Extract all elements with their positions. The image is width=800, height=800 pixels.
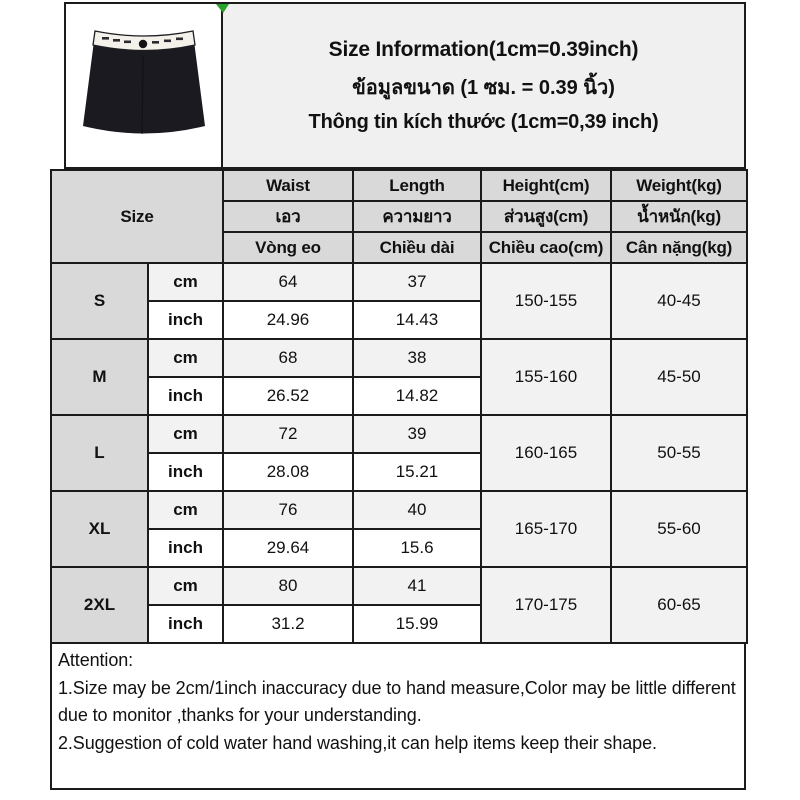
header-row-english: [51, 170, 747, 201]
waist-cm-value: 76: [223, 491, 353, 529]
title-panel: [223, 4, 744, 167]
col-header-height-en: Height(cm): [481, 170, 611, 201]
size-label-s: S: [51, 263, 148, 339]
size-label-2xl: 2XL: [51, 567, 148, 643]
weight-range: 60-65: [611, 567, 747, 643]
unit-cm: cm: [148, 491, 223, 529]
height-range: 170-175: [481, 567, 611, 643]
waist-inch-value: 28.08: [223, 453, 353, 491]
header-section: [64, 2, 746, 169]
col-header-height-vi: Chiều cao(cm): [481, 232, 611, 263]
waist-cm-value: 64: [223, 263, 353, 301]
attention-note: [50, 642, 746, 790]
title-english: Size Information(1cm=0.39inch): [328, 37, 639, 61]
table-row: [51, 415, 747, 453]
table-row: [51, 339, 747, 377]
col-header-weight-en: Weight(kg): [611, 170, 747, 201]
unit-inch: inch: [148, 529, 223, 567]
size-label-l: L: [51, 415, 148, 491]
length-inch-value: 14.43: [353, 301, 481, 339]
unit-cm: cm: [148, 567, 223, 605]
title-thai: ข้อมูลขนาด (1 ซม. = 0.39 นิ้ว): [352, 76, 615, 99]
weight-range: 40-45: [611, 263, 747, 339]
length-cm-value: 38: [353, 339, 481, 377]
length-cm-value: 40: [353, 491, 481, 529]
col-header-waist-th: เอว: [223, 201, 353, 232]
waist-cm-value: 80: [223, 567, 353, 605]
unit-cm: cm: [148, 263, 223, 301]
col-header-length-en: Length: [353, 170, 481, 201]
attention-heading: Attention:: [58, 650, 134, 670]
waist-cm-value: 72: [223, 415, 353, 453]
table-row: [51, 567, 747, 605]
col-header-length-vi: Chiều dài: [353, 232, 481, 263]
length-inch-value: 15.6: [353, 529, 481, 567]
size-table: [50, 169, 748, 644]
weight-range: 50-55: [611, 415, 747, 491]
waist-inch-value: 24.96: [223, 301, 353, 339]
skirt-body: [83, 41, 205, 134]
unit-cm: cm: [148, 415, 223, 453]
col-header-weight-vi: Cân nặng(kg): [611, 232, 747, 263]
height-range: 150-155: [481, 263, 611, 339]
waist-cm-value: 68: [223, 339, 353, 377]
length-inch-value: 14.82: [353, 377, 481, 415]
size-label-m: M: [51, 339, 148, 415]
product-image-panel: [66, 4, 223, 167]
height-range: 155-160: [481, 339, 611, 415]
attention-line-2: 2.Suggestion of cold water hand washing,it can help items keep their shape.: [58, 732, 657, 753]
title-vietnamese: Thông tin kích thước (1cm=0,39 inch): [308, 110, 659, 133]
length-cm-value: 37: [353, 263, 481, 301]
height-range: 165-170: [481, 491, 611, 567]
unit-cm: cm: [148, 339, 223, 377]
waist-inch-value: 29.64: [223, 529, 353, 567]
col-header-height-th: ส่วนสูง(cm): [481, 201, 611, 232]
length-inch-value: 15.21: [353, 453, 481, 491]
col-header-waist-en: Waist: [223, 170, 353, 201]
weight-range: 45-50: [611, 339, 747, 415]
unit-inch: inch: [148, 605, 223, 643]
waist-inch-value: 31.2: [223, 605, 353, 643]
size-label-xl: XL: [51, 491, 148, 567]
waistband-button: [138, 39, 146, 47]
col-header-weight-th: น้ำหนัก(kg): [611, 201, 747, 232]
waist-inch-value: 26.52: [223, 377, 353, 415]
table-row: [51, 263, 747, 301]
unit-inch: inch: [148, 301, 223, 339]
length-inch-value: 15.99: [353, 605, 481, 643]
skirt-seam: [142, 56, 143, 134]
attention-line-1: 1.Size may be 2cm/1inch inaccuracy due to hand measure,Color may be little different due to monitor ,thanks for your understanding.: [58, 677, 736, 725]
skirt-image: [76, 26, 212, 146]
weight-range: 55-60: [611, 491, 747, 567]
size-header-cell: Size: [51, 170, 223, 263]
length-cm-value: 39: [353, 415, 481, 453]
col-header-waist-vi: Vòng eo: [223, 232, 353, 263]
unit-inch: inch: [148, 453, 223, 491]
table-row: [51, 491, 747, 529]
height-range: 160-165: [481, 415, 611, 491]
length-cm-value: 41: [353, 567, 481, 605]
col-header-length-th: ความยาว: [353, 201, 481, 232]
unit-inch: inch: [148, 377, 223, 415]
